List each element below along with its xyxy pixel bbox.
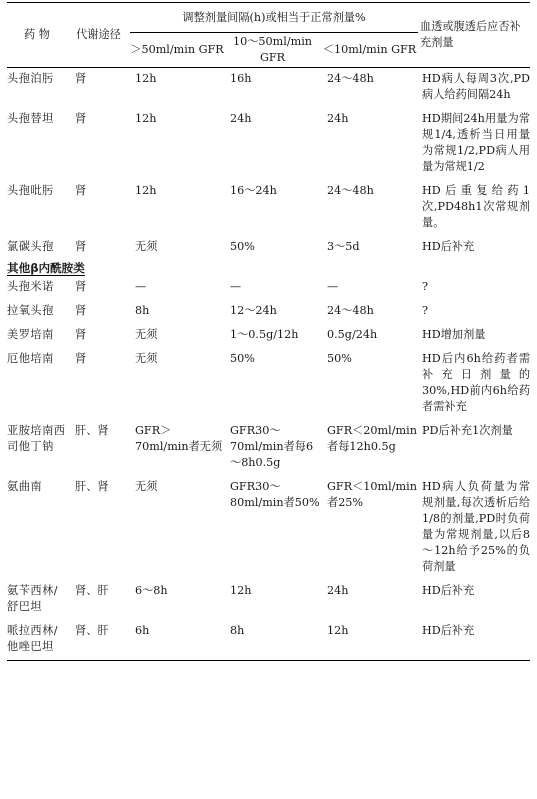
table-row	[7, 300, 530, 324]
route: 肾	[75, 240, 87, 253]
table-row	[7, 324, 530, 348]
route: 肾	[75, 72, 87, 85]
drug-name: 头孢米诺	[7, 280, 54, 293]
route: 肝、肾	[75, 424, 109, 437]
table-row	[7, 180, 530, 236]
table-row	[7, 68, 530, 109]
route: 肾	[75, 112, 87, 125]
section-row	[7, 260, 530, 276]
dose-gfr-low: 50%	[327, 352, 352, 365]
dose-gfr-low: 24h	[327, 112, 349, 125]
header-gfr-mid: 10～50ml/min GFR	[224, 33, 321, 68]
dose-gfr-high: 8h	[135, 304, 150, 317]
table-row	[7, 236, 530, 260]
drug-name: 氨曲南	[7, 480, 43, 493]
route: 肾、肝	[67, 620, 130, 661]
dose-gfr-mid: 16h	[230, 72, 252, 85]
header-gfr-low: ＜10ml/min GFR	[321, 33, 418, 68]
table-row	[7, 420, 530, 476]
dose-gfr-mid: 1～0.5g/12h	[230, 328, 299, 341]
table-row	[7, 580, 530, 620]
dialysis-note: HD病人每周3次,PD病人给药间隔24h	[422, 72, 531, 101]
table-header	[7, 3, 530, 68]
dose-gfr-low: —	[327, 280, 339, 293]
dose-gfr-high: 无须	[135, 240, 158, 253]
table-body	[7, 68, 530, 661]
drug-name: 美罗培南	[7, 328, 54, 341]
dose-gfr-mid: 8h	[224, 620, 321, 661]
dose-gfr-mid: 50%	[230, 352, 255, 365]
route: 肾	[75, 184, 87, 197]
table-row	[7, 476, 530, 580]
dose-gfr-low: GFR＜20ml/min者每12h0.5g	[327, 424, 417, 453]
drug-name: 头孢吡肟	[7, 184, 54, 197]
dialysis-note: ?	[422, 280, 429, 293]
dialysis-note: ?	[422, 304, 429, 317]
dose-gfr-high: 6～8h	[135, 584, 168, 597]
dialysis-note: HD后补充	[418, 620, 530, 661]
dialysis-note: HD增加剂量	[422, 328, 486, 341]
dose-gfr-mid: 50%	[230, 240, 255, 253]
header-drug: 药 物	[7, 3, 67, 68]
route: 肾	[75, 280, 87, 293]
drug-name: 头孢泊肟	[7, 72, 54, 85]
drug-name: 氯碳头孢	[7, 240, 54, 253]
drug-name: 哌拉西林/他唑巴坦	[7, 620, 67, 661]
dialysis-note: HD后补充	[422, 240, 475, 253]
dose-gfr-mid: GFR30～80ml/min者50%	[230, 480, 320, 509]
dose-gfr-mid: 24h	[230, 112, 252, 125]
header-after-dialysis: 血透或腹透后应否补充剂量	[418, 3, 530, 68]
table-row	[7, 108, 530, 180]
dialysis-note: HD后内6h给药者需补充日剂量的30%,HD前内6h给药者需补充	[422, 352, 531, 413]
route: 肾	[75, 304, 87, 317]
table-row	[7, 276, 530, 300]
dialysis-note: HD后补充	[422, 584, 475, 597]
dose-gfr-high: GFR＞70ml/min者无须	[135, 424, 223, 453]
dose-gfr-mid: 12h	[230, 584, 252, 597]
dose-gfr-low: 24～48h	[327, 72, 374, 85]
route: 肾	[75, 352, 87, 365]
dose-gfr-low: 24～48h	[327, 304, 374, 317]
dose-gfr-low: 24h	[327, 584, 349, 597]
dose-gfr-high: —	[135, 280, 147, 293]
renal-dosing-table	[7, 2, 530, 661]
dose-gfr-high: 12h	[135, 184, 157, 197]
dose-gfr-mid: —	[230, 280, 242, 293]
header-gfr-high: ＞50ml/min GFR	[130, 33, 224, 68]
dialysis-note: HD后重复给药1次,PD48h1次常规剂量。	[422, 184, 531, 229]
header-dose-adjustment: 调整剂量间隔(h)或相当于正常剂量%	[130, 3, 418, 33]
dose-gfr-high: 无须	[135, 352, 158, 365]
dose-gfr-high: 12h	[135, 112, 157, 125]
dose-gfr-mid: 12～24h	[230, 304, 277, 317]
dose-gfr-mid: GFR30～70ml/min者每6～8h0.5g	[230, 424, 314, 469]
header-route: 代谢途径	[67, 3, 130, 68]
dose-gfr-mid: 16～24h	[230, 184, 277, 197]
dose-gfr-low: 24～48h	[327, 184, 374, 197]
dialysis-note: PD后补充1次剂量	[422, 424, 513, 437]
dose-gfr-high: 无须	[135, 480, 158, 493]
table-row	[7, 620, 530, 661]
dose-gfr-high: 无须	[135, 328, 158, 341]
dose-gfr-high: 12h	[135, 72, 157, 85]
route: 肾	[75, 328, 87, 341]
drug-name: 头孢替坦	[7, 112, 54, 125]
drug-name: 亚胺培南西司他丁钠	[7, 424, 66, 453]
dose-gfr-low: GFR＜10ml/min者25%	[327, 480, 417, 509]
dose-gfr-low: 3～5d	[327, 240, 360, 253]
dose-gfr-low: 0.5g/24h	[327, 328, 378, 341]
table-row	[7, 348, 530, 420]
drug-name: 氨苄西林/舒巴坦	[7, 584, 59, 613]
drug-name: 拉氧头孢	[7, 304, 54, 317]
dose-gfr-high: 6h	[130, 620, 224, 661]
section-label: 其他β内酰胺类	[7, 261, 85, 275]
drug-name: 厄他培南	[7, 352, 54, 365]
dialysis-note: HD病人负荷量为常规剂量,每次透析后给1/8的剂量,PD时负荷量为常规剂量,以后8～12h给予25%的负荷剂量	[422, 480, 531, 573]
dose-gfr-low: 12h	[321, 620, 418, 661]
dialysis-note: HD期间24h用量为常规1/4,透析当日用量为常规1/2,PD病人用量为常规1/2	[422, 112, 531, 173]
route: 肝、肾	[75, 480, 109, 493]
route: 肾、肝	[75, 584, 109, 597]
